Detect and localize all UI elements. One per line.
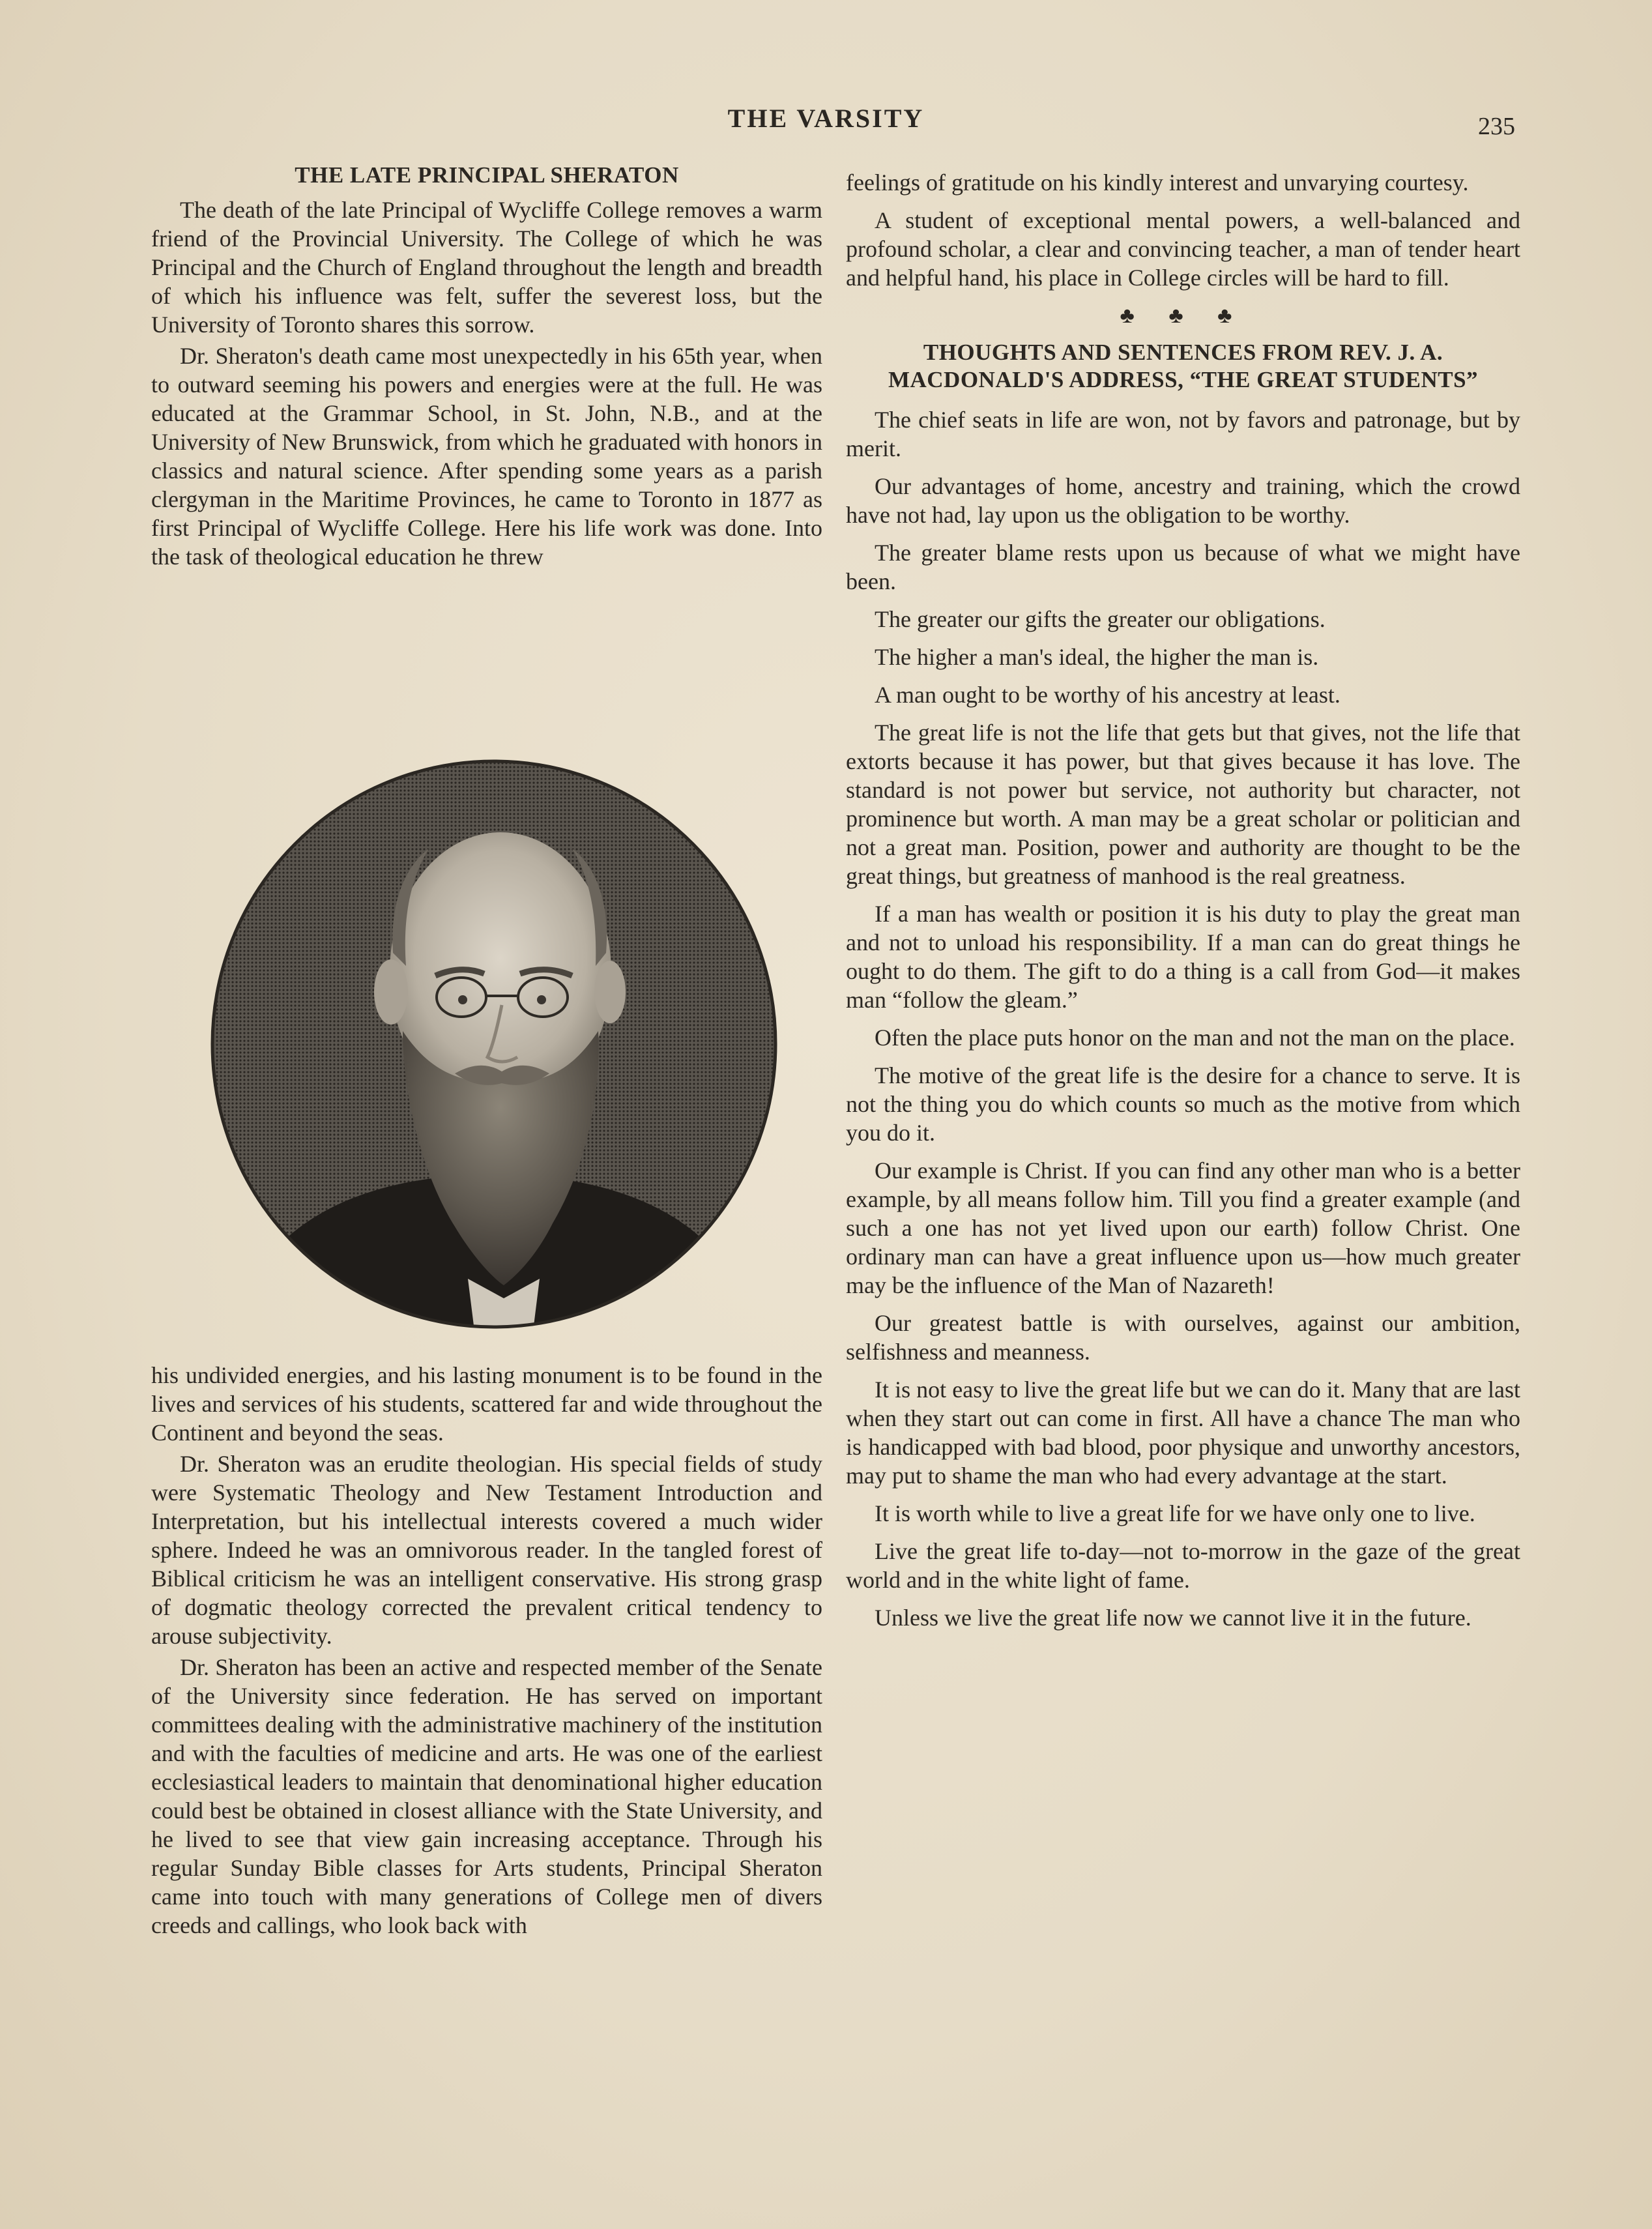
article-paragraph: his undivided energies, and his lasting monument is to be found in the lives and services of his students, scattered far and wide throughout the Continent and beyond the seas. — [151, 1362, 822, 1446]
thought-paragraph: Unless we live the great life now we cannot live it in the future. — [875, 1605, 1471, 1631]
article-title-macdonald: THOUGHTS AND SENTENCES FROM REV. J. A. MACDONALD'S ADDRESS, “THE GREAT STUDENTS” — [888, 340, 1479, 392]
thought-paragraph: The greater our gifts the greater our obligations. — [875, 606, 1326, 632]
thought-paragraph: The great life is not the life that gets but that gives, not the life that extorts because it has power, but that gives because it has love. The standard is not power but service, not authority but character, not prominence but worth. A man may be a great scholar or politician and not a great man. Position, power and authority are thought to be the great things, but greatness of manhood is the real greatness. — [846, 720, 1520, 889]
thought-paragraph: It is not easy to live the great life but we can do it. Many that are last when they start out can come in first. All have a chance The man who is handicapped with bad blood, poor physique and unworthy ancestors, may put to shame the man who had every advantage at the start. — [846, 1377, 1520, 1489]
portrait-photo — [207, 757, 781, 1331]
thoughts-section — [846, 339, 1520, 1632]
right-column — [846, 168, 1520, 1632]
article-paragraph: The death of the late Principal of Wycliffe College removes a warm friend of the Provincial University. The College of which he was Principal and the Church of England throughout the length and breadth of which his influence was felt, suffer the severest loss, but the University of Toronto shares this sorrow. — [151, 197, 822, 338]
thought-paragraph: A man ought to be worthy of his ancestry at least. — [875, 682, 1340, 708]
thought-paragraph: If a man has wealth or position it is his duty to play the great man and not to unload his responsibility. If a man can do great things he ought to do them. The gift to do a thing is a call from God—it makes man “follow the gleam.” — [846, 901, 1520, 1013]
thought-paragraph: The greater blame rests upon us because of what we might have been. — [846, 540, 1520, 594]
thought-paragraph: Often the place puts honor on the man and not the man on the place. — [875, 1025, 1515, 1051]
thought-paragraph: Our greatest battle is with ourselves, against our ambition, selfishness and meanness. — [846, 1310, 1520, 1365]
left-column-bottom — [151, 1361, 822, 1940]
article-title-sheraton: THE LATE PRINCIPAL SHERATON — [295, 162, 679, 188]
thought-paragraph: It is worth while to live a great life for we have only one to live. — [875, 1500, 1475, 1526]
thought-paragraph: The higher a man's ideal, the higher the man is. — [875, 644, 1319, 670]
thought-paragraph: Our example is Christ. If you can find any other man who is a better example, by all means follow him. Till you find a greater example (and such a one has not yet lived upon our earth) follow Christ. One ordinary man can have a great influence upon us—how much greater may be the influence of the Man of Nazareth! — [846, 1158, 1520, 1298]
page-number: 235 — [1478, 113, 1515, 140]
thought-paragraph: The chief seats in life are won, not by favors and patronage, but by merit. — [846, 407, 1520, 461]
article-paragraph: Dr. Sheraton has been an active and respected member of the Senate of the University since federation. He has served on important committees dealing with the administrative machinery of the institution and with the faculties of medicine and arts. He was one of the earliest ecclesiastical leaders to maintain that denominational higher education could best be obtained in closest alliance with the State University, and he lived to see that view gain increasing acceptance. Through his regular Sunday Bible classes for Arts students, Principal Sheraton came into touch with many generations of College men of divers creeds and callings, who look back with — [151, 1654, 822, 1938]
article-paragraph: Dr. Sheraton's death came most unexpectedly in his 65th year, when to outward seeming his powers and energies were at the full. He was educated at the Grammar School, in St. John, N.B., and at the University of New Brunswick, from which he graduated with honors in classics and natural science. After spending some years as a parish clergyman in the Maritime Provinces, he came to Toronto in 1877 as first Principal of Wycliffe College. Here his life work was done. Into the task of theological education he threw — [151, 343, 822, 570]
thought-paragraph: Our advantages of home, ancestry and training, which the crowd have not had, lay upon us the obligation to be worthy. — [846, 473, 1520, 528]
section-divider-ornament: ♣ ♣ ♣ — [1120, 304, 1247, 328]
article-paragraph: A student of exceptional mental powers, a well-balanced and profound scholar, a clear and convincing teacher, a man of tender heart and helpful hand, his place in College circles will be hard to fill. — [846, 207, 1520, 291]
thought-paragraph: Live the great life to-day—not to-morrow in the gaze of the great world and in the white light of fame. — [846, 1538, 1520, 1593]
thought-paragraph: The motive of the great life is the desire for a chance to serve. It is not the thing you do which counts so much as the motive from which you do it. — [846, 1062, 1520, 1146]
article-paragraph: feelings of gratitude on his kindly interest and unvarying courtesy. — [846, 169, 1469, 196]
article-paragraph: Dr. Sheraton was an erudite theologian. His special fields of study were Systematic Theology and New Testament Introduction and Interpretation, but his intellectual interests covered a much wider sphere. Indeed he was an omnivorous reader. In the tangled forest of Biblical criticism he was an intelligent conservative. His strong grasp of dogmatic theology corrected the prevalent critical tendency to arouse subjectivity. — [151, 1451, 822, 1649]
masthead-title: THE VARSITY — [727, 104, 925, 133]
left-column-top — [151, 162, 822, 571]
